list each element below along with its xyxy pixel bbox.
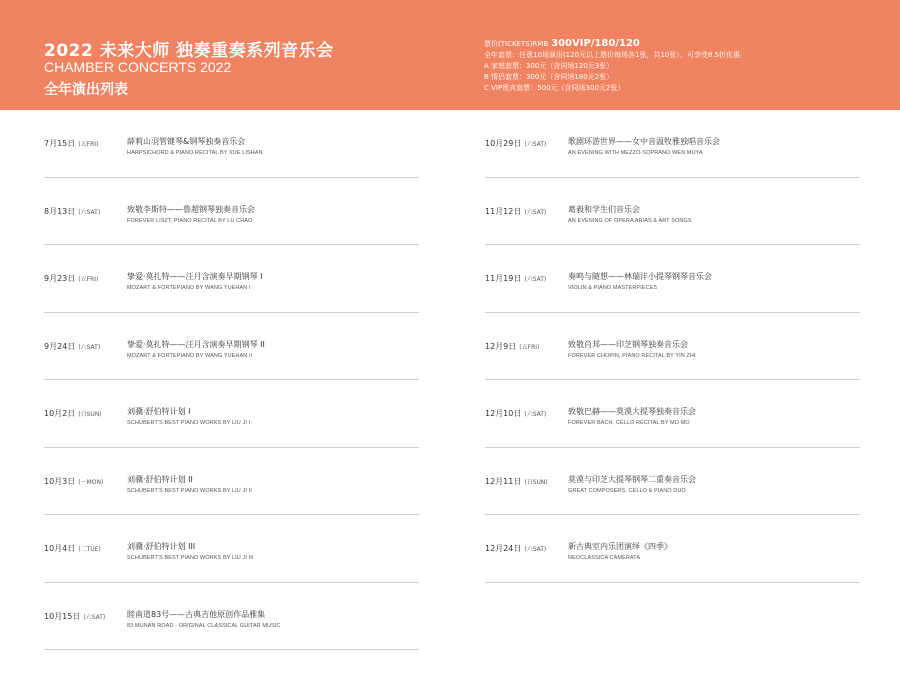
concert-date: 9月24日 (六SAT) <box>44 341 101 351</box>
concert-weekday: (六SAT) <box>524 208 547 216</box>
concert-row <box>44 245 419 313</box>
concert-date: 10月4日 (二TUE) <box>44 544 101 553</box>
ticket-info <box>484 38 740 94</box>
concert-date: 10月15日 (六SAT) <box>44 611 106 621</box>
concert-weekday: (六SAT) <box>524 411 547 418</box>
concert-date: 10月2日 (日SUN) <box>44 409 102 418</box>
concert-row <box>44 583 419 651</box>
concert-title-zh: 致敬肖邦——印芝钢琴独奏音乐会 <box>568 339 688 349</box>
ticket-line: 全年套票：任意10场演出(120元以上票价每场各1张，共10张），可享受8.5折优惠 <box>484 51 740 59</box>
concert-title-en: FOREVER CHOPIN, PIANO RECITAL BY YIN ZHI <box>568 352 696 359</box>
concert-row <box>44 448 419 516</box>
page-title: 2022 未来大师 独奏重奏系列音乐会 <box>44 41 334 61</box>
concert-title-en: SCHUBERT'S BEST PIANO WORKS BY LIU JI III <box>127 555 254 561</box>
concert-weekday: (日SUN) <box>78 411 102 418</box>
concert-title-zh: 刘骥·舒伯特计划 III <box>127 542 196 551</box>
concert-row <box>44 110 419 178</box>
concert-row <box>44 313 419 381</box>
concert-title-zh: 致敬李斯特——鲁超钢琴独奏音乐会 <box>127 204 255 214</box>
concert-weekday: (六SAT) <box>78 208 101 216</box>
concert-title-en: AN EVENING WITH MEZZO-SOPRANO WEN MUYA <box>568 150 703 156</box>
concert-row <box>485 380 860 448</box>
concert-weekday: (日SUN) <box>524 478 548 486</box>
concert-row <box>485 245 860 313</box>
page-subtitle-zh: 全年演出列表 <box>44 82 128 98</box>
concert-weekday: (六SAT) <box>78 343 101 351</box>
ticket-line: C VIP贵宾套票：500元（含同场300元2张） <box>484 84 625 92</box>
concert-title-zh: 刘骥·舒伯特计划 II <box>127 474 193 484</box>
concert-title-zh: 歌剧环游世界——女中音温牧雅独唱音乐会 <box>568 137 720 146</box>
concert-row <box>44 178 419 246</box>
concert-title-zh: 薛莉山羽管键琴&钢琴独奏音乐会 <box>127 137 246 146</box>
ticket-price-line <box>484 38 740 50</box>
concert-weekday: (六SAT) <box>83 613 106 621</box>
concert-title-zh: 挚爱·莫扎特——汪月含演奏早期钢琴 I <box>127 272 263 281</box>
concert-weekday: (二TUE) <box>78 546 101 553</box>
concert-weekday: (五FRI) <box>78 276 99 283</box>
concert-weekday: (五FRI) <box>78 141 99 148</box>
concert-date: 11月19日 (六SAT) <box>485 274 547 283</box>
concert-weekday: (六SAT) <box>524 276 547 283</box>
concert-title-zh: 莫漠与印芝大提琴钢琴二重奏音乐会 <box>568 474 696 484</box>
concert-title-en: MOZART & FORTEPIANO BY WANG YUEHAN I <box>127 285 251 291</box>
concert-row <box>44 515 419 583</box>
concert-title-en: FOREVER BACH, CELLO RECITAL BY MO MO <box>568 420 690 426</box>
concert-weekday: (一MON) <box>78 478 104 486</box>
concert-date: 12月9日 (五FRI) <box>485 341 540 351</box>
concert-row <box>485 178 860 246</box>
ticket-label: 票价(TICKETS)RMB <box>484 40 549 48</box>
ticket-line: A 家庭套票：300元（含同场120元3张） <box>484 62 614 70</box>
concert-weekday: (六SAT) <box>524 546 547 553</box>
concert-row <box>485 515 860 583</box>
concert-title-zh: 奏鸣与随想——林瑞沣小提琴钢琴音乐会 <box>568 272 712 281</box>
concert-title-zh: 葛毅和学生们音乐会 <box>568 204 640 214</box>
concert-date: 9月23日 (五FRI) <box>44 274 99 283</box>
concert-date: 10月29日 (六SAT) <box>485 139 547 148</box>
concert-title-zh: 刘骥·舒伯特计划 I <box>127 407 191 416</box>
concert-title-zh: 睦南道83号——古典吉他原创作品雅集 <box>127 609 266 619</box>
concert-title-en: VIOLIN & PIANO MASTERPIECES <box>568 285 658 291</box>
concert-date: 10月3日 (一MON) <box>44 476 104 486</box>
concert-title-en: SCHUBERT'S BEST PIANO WORKS BY LIU JI I <box>127 420 251 426</box>
concert-list-right <box>485 110 860 583</box>
concert-date: 12月24日 (六SAT) <box>485 544 547 553</box>
ticket-price: 300VIP/180/120 <box>551 38 640 49</box>
concert-title-en: HARPSICHORD & PIANO RECITAL BY XUE LISHAN <box>127 150 263 156</box>
concert-weekday: (五FRI) <box>519 343 540 351</box>
concert-list-left <box>44 110 419 650</box>
concert-title-en: NEOCLASSICA CAMERATA <box>568 555 641 561</box>
header-banner <box>0 0 900 110</box>
concert-title-en: GREAT COMPOSERS, CELLO & PIANO DUO <box>568 487 686 494</box>
concert-weekday: (六SAT) <box>524 141 547 148</box>
concert-date: 11月12日 (六SAT) <box>485 206 547 216</box>
concert-title-en: MOZART & FORTEPIANO BY WANG YUEHAN II <box>127 352 253 359</box>
concert-date: 7月15日 (五FRI) <box>44 139 99 148</box>
concert-title-en: SCHUBERT'S BEST PIANO WORKS BY LIU JI II <box>127 487 252 494</box>
concert-row <box>485 448 860 516</box>
concert-title-zh: 新古典室内乐团演绎《四季》 <box>568 542 672 551</box>
concert-title-zh: 致敬巴赫——莫漠大提琴独奏音乐会 <box>568 407 696 416</box>
concert-date: 12月10日 (六SAT) <box>485 409 547 418</box>
concert-title-en: FOREVER LISZT, PIANO RECITAL BY LU CHAO <box>127 217 253 224</box>
concert-title-zh: 挚爱·莫扎特——汪月含演奏早期钢琴 II <box>127 339 265 349</box>
ticket-line: B 情侣套票：300元（含同场180元2张） <box>484 73 614 81</box>
concert-row <box>44 380 419 448</box>
page-subtitle-en: CHAMBER CONCERTS 2022 <box>44 59 232 75</box>
concert-title-en: AN EVENING OF OPERA ARIAS & ART SONGS <box>568 217 692 224</box>
concert-date: 8月13日 (六SAT) <box>44 206 101 216</box>
concert-date: 12月11日 (日SUN) <box>485 476 548 486</box>
concert-title-en: 83 MUNAN ROAD - ORIGINAL CLASSICAL GUITAR MUSIC <box>127 622 281 629</box>
concert-row <box>485 110 860 178</box>
concert-row <box>485 313 860 381</box>
